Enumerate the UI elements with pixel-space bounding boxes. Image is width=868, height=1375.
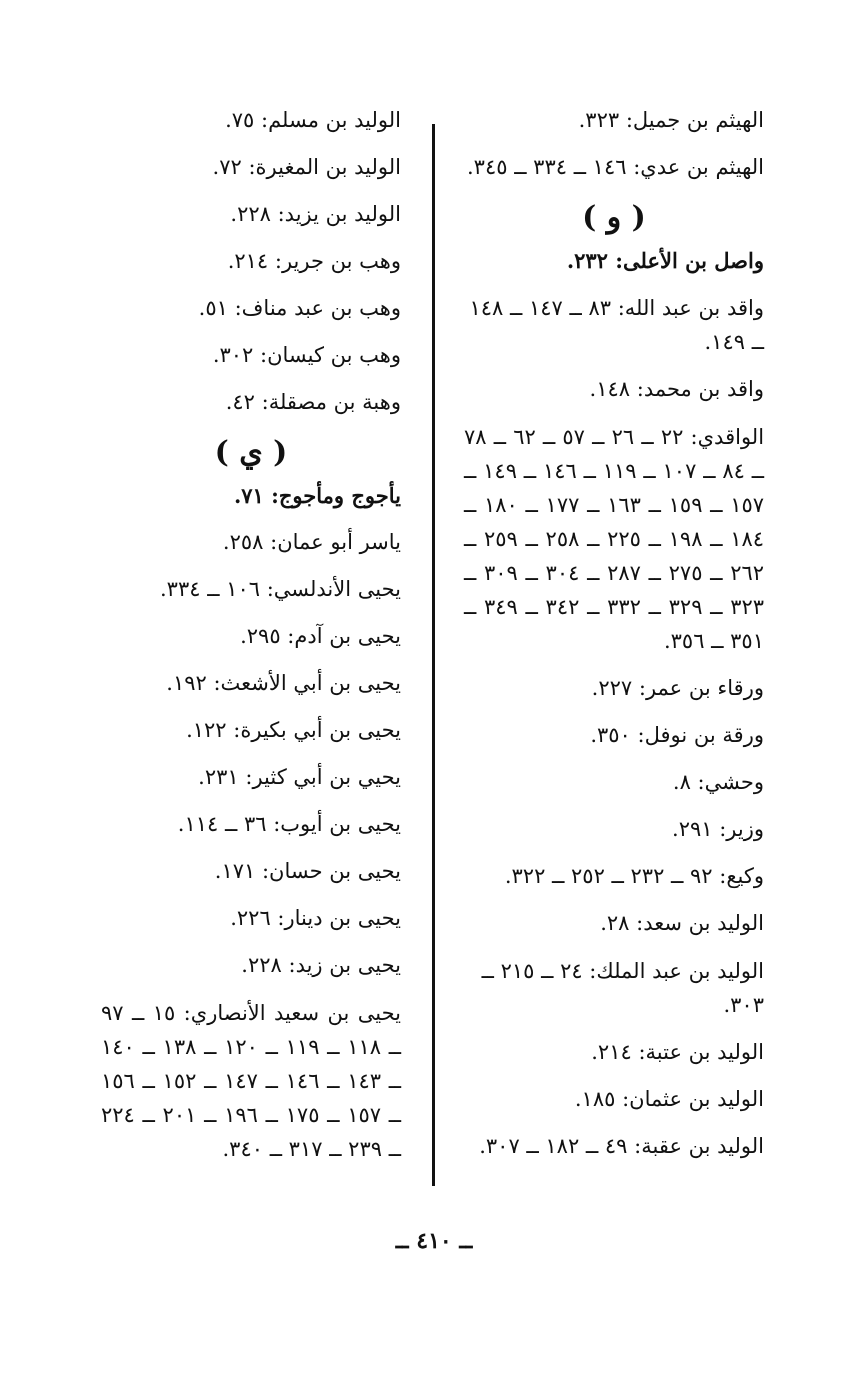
index-entry-bold: يأجوج ومأجوج: ٧١.	[233, 483, 401, 508]
index-entry: الوليد بن عتبة: ٢١٤.	[591, 1040, 764, 1064]
index-entry: الوليد بن مسلم: ٧٥.	[225, 108, 401, 132]
index-entry: الهيثم بن عدي: ١٤٦ ــ ٣٣٤ ــ ٣٤٥.	[466, 155, 764, 179]
index-entry: وهب بن عبد مناف: ٥١.	[198, 296, 401, 320]
index-entry: وهبة بن مصقلة: ٤٢.	[225, 390, 401, 414]
index-entry: الهيثم بن جميل: ٣٢٣.	[578, 108, 764, 132]
index-entry: يحيى بن أبي الأشعث: ١٩٢.	[166, 671, 401, 695]
index-column-right	[464, 104, 764, 1177]
index-entry: الوليد بن عثمان: ١٨٥.	[574, 1087, 764, 1111]
index-entry: وكيع: ٩٢ ــ ٢٣٢ ــ ٢٥٢ ــ ٣٢٢.	[504, 864, 764, 888]
index-entry: ورقاء بن عمر: ٢٢٧.	[591, 676, 764, 700]
index-entry: وهب بن كيسان: ٣٠٢.	[212, 343, 401, 367]
index-entry-yahya-ansari: يحيى بن سعيد الأنصاري: ١٥ ــ ٩٧ ــ ١١٨ ــ ١١٩ ــ ١٢٠ ــ ١٣٨ ــ ١٤٠ ــ ١٤٣ ــ ١٤٦ ــ ١٤٧ ــ ١٥٢ ــ ١٥٦ ــ ١٥٧ ــ ١٧٥ ــ ١٩٦ ــ ٢٠١ ــ ٢٢٤ ــ ٢٣٩ ــ ٣١٧ ــ ٣٤٠.	[101, 1001, 402, 1161]
index-entry: يحيى بن أبي بكيرة: ١٢٢.	[186, 718, 401, 742]
column-divider	[432, 124, 435, 1186]
index-entry: ياسر أبو عمان: ٢٥٨.	[222, 530, 401, 554]
index-entry: يحيى بن آدم: ٢٩٥.	[240, 624, 401, 648]
index-entry: وزير: ٢٩١.	[672, 817, 764, 841]
index-entry: يحيى بن أيوب: ٣٦ ــ ١١٤.	[177, 812, 401, 836]
index-entry: وهب بن جرير: ٢١٤.	[227, 249, 401, 273]
page-number: ــ ٤١٠ ــ	[395, 1228, 473, 1254]
index-entry: يحيى بن دينار: ٢٢٦.	[230, 906, 401, 930]
index-entry-bold: واصل بن الأعلى: ٢٣٢.	[566, 248, 764, 273]
index-entry: الوليد بن عبد الملك: ٢٤ ــ ٢١٥ ــ ٣٠٣.	[481, 959, 764, 1017]
index-column-left	[101, 104, 401, 1180]
section-header-waw: ( و )	[582, 200, 646, 235]
index-entry: الوليد بن عقبة: ٤٩ ــ ١٨٢ ــ ٣٠٧.	[479, 1134, 764, 1158]
section-header-ya: ( ي )	[214, 435, 288, 470]
index-entry: يحيى الأندلسي: ١٠٦ ــ ٣٣٤.	[159, 577, 401, 601]
index-entry: الوليد بن سعد: ٢٨.	[600, 911, 764, 935]
index-entry: واقد بن عبد الله: ٨٣ ــ ١٤٧ ــ ١٤٨ ــ ١٤٩.	[469, 296, 764, 354]
index-entry: الوليد بن المغيرة: ٧٢.	[212, 155, 401, 179]
index-entry: يحيي بن أبي كثير: ٢٣١.	[198, 765, 401, 789]
index-entry: وحشي: ٨.	[672, 770, 764, 794]
index-entry: يحيى بن حسان: ١٧١.	[214, 859, 401, 883]
index-entry-waqidi: الواقدي: ٢٢ ــ ٢٦ ــ ٥٧ ــ ٦٢ ــ ٧٨ ــ ٨٤ ــ ١٠٧ ــ ١١٩ ــ ١٤٦ ــ ١٤٩ ــ ١٥٧ ــ ١٥٩ ــ ١٦٣ ــ ١٧٧ ــ ١٨٠ ــ ١٨٤ ــ ١٩٨ ــ ٢٢٥ ــ ٢٥٨ ــ ٢٥٩ ــ ٢٦٢ ــ ٢٧٥ ــ ٢٨٧ ــ ٣٠٤ ــ ٣٠٩ ــ ٣٢٣ ــ ٣٢٩ ــ ٣٣٢ ــ ٣٤٢ ــ ٣٤٩ ــ ٣٥١ ــ ٣٥٦.	[464, 425, 765, 653]
index-entry: يحيى بن زيد: ٢٢٨.	[241, 953, 401, 977]
index-entry: ورقة بن نوفل: ٣٥٠.	[590, 723, 764, 747]
index-entry: الوليد بن يزيد: ٢٢٨.	[230, 202, 401, 226]
index-entry: واقد بن محمد: ١٤٨.	[589, 377, 764, 401]
